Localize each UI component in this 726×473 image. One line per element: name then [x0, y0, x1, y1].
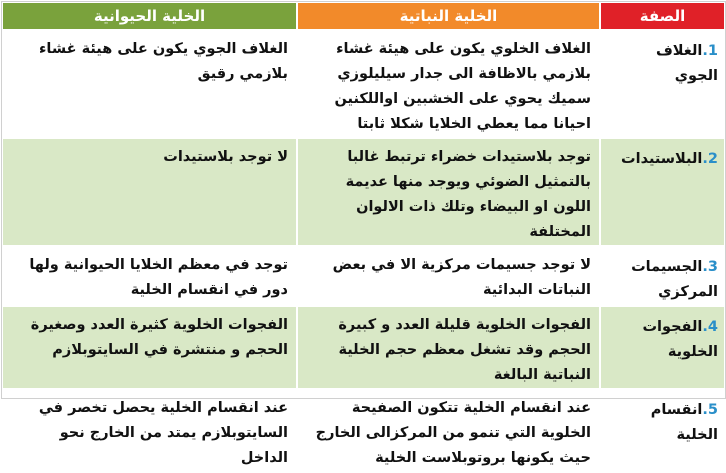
table-row: [2, 246, 725, 306]
header-property: الصفة: [600, 2, 725, 30]
row-number: 5.: [702, 402, 718, 418]
property-cell: [600, 389, 725, 472]
header-plant-cell: الخلية النباتية: [297, 2, 600, 30]
animal-cell: الغلاف الجوي يكون على هيئة غشاء بلازمي رقيق: [2, 30, 297, 138]
comparison-table: [1, 1, 726, 473]
plant-cell: الفجوات الخلوية قليلة العدد و كبيرة الحجم وقد تشغل معظم حجم الخلية النباتية البالغة: [297, 306, 600, 389]
row-number: 2.: [702, 151, 718, 167]
header-animal-cell: الخلية الحيوانية: [2, 2, 297, 30]
table-row: [2, 389, 725, 472]
row-number: 3.: [702, 259, 718, 275]
property-label: الفجوات الخلوية: [642, 319, 718, 360]
row-number: 1.: [702, 43, 718, 59]
property-label: انقسام الخلية: [650, 402, 718, 443]
header-row: [2, 2, 725, 30]
table-row: [2, 30, 725, 138]
comparison-table-container: [1, 1, 724, 466]
property-cell: [600, 30, 725, 138]
animal-cell: لا توجد بلاستيدات: [2, 138, 297, 246]
plant-cell: عند انقسام الخلية تتكون الصفيحة الخلوية التي تنمو من المركزالى الخارج حيث يكونها بروتوبلاست الخلية: [297, 389, 600, 472]
property-cell: [600, 246, 725, 306]
table-row: [2, 138, 725, 246]
property-label: الغلاف الجوي: [655, 43, 718, 84]
row-number: 4.: [702, 319, 718, 335]
table-row: [2, 306, 725, 389]
property-cell: [600, 306, 725, 389]
animal-cell: الفجوات الخلوية كثيرة العدد وصغيرة الحجم و منتشرة في السايتوبلازم: [2, 306, 297, 389]
animal-cell: توجد في معظم الخلايا الحيوانية ولها دور في انقسام الخلية: [2, 246, 297, 306]
property-label: الجسيمات المركزي: [631, 259, 718, 300]
plant-cell: لا توجد جسيمات مركزية الا في بعض النباتات البدائية: [297, 246, 600, 306]
property-label: البلاستيدات: [621, 151, 703, 167]
animal-cell: عند انقسام الخلية يحصل تخصر في السايتوبلازم يمتد من الخارج نحو الداخل: [2, 389, 297, 472]
plant-cell: الغلاف الخلوي يكون على هيئة غشاء بلازمي بالاظافة الى جدار سيليلوزي سميك يحوي على الخشبين اواللكنين احيانا مما يعطي الخلايا شكلا ثابتا: [297, 30, 600, 138]
plant-cell: توجد بلاستيدات خضراء ترتبط غالبا بالتمثيل الضوئي ويوجد منها عديمة اللون او البيضاء وتلك ذات الالوان المختلفة: [297, 138, 600, 246]
property-cell: [600, 138, 725, 246]
